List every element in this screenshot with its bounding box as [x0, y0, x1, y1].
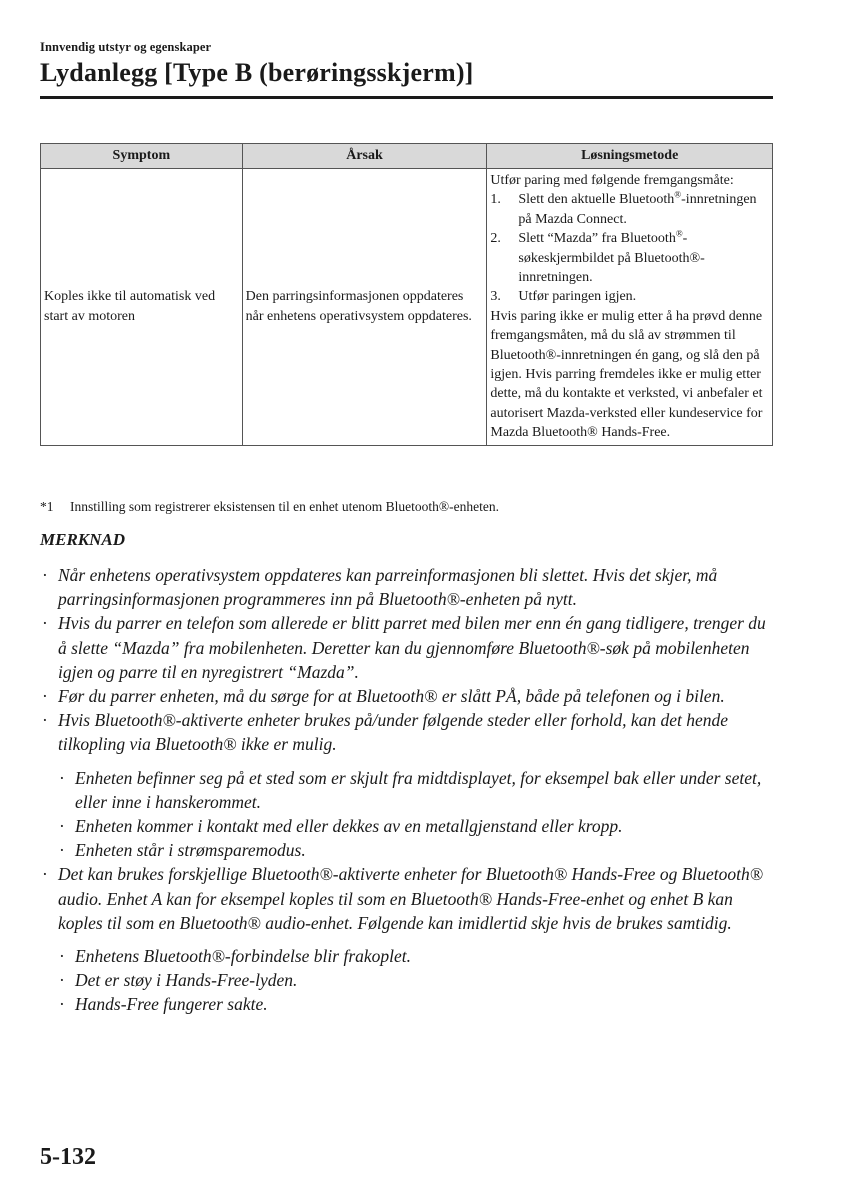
footnote [40, 499, 499, 515]
solution-step [490, 190, 769, 229]
effect-list [59, 944, 777, 1017]
bullet-dot: · [42, 710, 48, 731]
effect-text: Enhetens Bluetooth®-forbindelse blir frakoplet. [75, 946, 412, 967]
condition-text: Enheten står i strømsparemodus. [75, 840, 306, 861]
note-text: Det kan brukes forskjellige Bluetooth®-aktiverte enheter for Bluetooth® Hands-Free og Bluetooth® audio. Enhet A kan for eksempel koples til som en Bluetooth® Hands-Free-enhet og enhet B kan koples til som en Bluetooth® audio-enhet. Følgende kan imidlertid skje hvis de brukes samtidig. [58, 864, 764, 933]
condition-text: Enheten kommer i kontakt med eller dekkes av en metallgjenstand eller kropp. [75, 816, 623, 837]
bullet-dot: · [59, 946, 65, 967]
solution-intro: Utfør paring med følgende fremgangsmåte: [490, 173, 734, 188]
table-row [41, 169, 773, 446]
bullet-dot: · [42, 686, 48, 707]
condition-item [59, 838, 777, 862]
note-item [42, 862, 777, 935]
footnote-marker: *1 [40, 499, 54, 514]
effect-item [59, 968, 777, 992]
note-item [42, 684, 777, 708]
solution-cell [487, 169, 773, 446]
registered-mark: ® [674, 189, 682, 200]
step-text: Slett den aktuelle Bluetooth [518, 192, 675, 208]
table-header-row [41, 144, 773, 169]
registered-mark: ® [675, 228, 683, 239]
effect-text: Hands-Free fungerer sakte. [75, 994, 268, 1015]
note-text: Før du parrer enheten, må du sørge for at Bluetooth® er slått PÅ, både på telefonen og i bilen. [58, 686, 725, 707]
bullet-dot: · [42, 565, 48, 585]
header-symptom: Symptom [41, 144, 243, 169]
page-title: Lydanlegg [Type B (berøringsskjerm)] [40, 58, 474, 87]
effect-text: Det er støy i Hands-Free-lyden. [75, 970, 298, 991]
solution-step [490, 287, 769, 306]
effect-item [59, 944, 777, 968]
note-item [42, 611, 777, 684]
header-cause: Årsak [242, 144, 487, 169]
step-number: 1. [490, 192, 501, 208]
note-heading: MERKNAD [40, 530, 126, 549]
step-number: 3. [490, 289, 501, 305]
condition-list [59, 766, 777, 863]
note-text: Hvis du parrer en telefon som allerede er blitt parret med bilen mer enn én gang tidligere, trenger du å slette “Mazda” fra mobilenheten. Deretter kan du gjennomføre Bluetooth®-søk på mobilenheten igjen og parre til en nyregistrert “Mazda”. [58, 613, 766, 682]
bullet-dot: · [59, 994, 65, 1015]
title-divider [40, 96, 773, 99]
bullet-dot: · [59, 816, 65, 837]
note-text: Hvis Bluetooth®-aktiverte enheter brukes på/under følgende steder eller forhold, kan det hende tilkopling via Bluetooth® ikke er mulig. [58, 710, 729, 755]
bullet-dot: · [59, 970, 65, 991]
section-label: Innvendig utstyr og egenskaper [40, 40, 212, 54]
symptom-table [40, 143, 773, 446]
solution-step [490, 229, 769, 287]
condition-text: Enheten befinner seg på et sted som er skjult fra midtdisplayet, for eksempel bak eller under setet, eller inne i hanskerommet. [75, 767, 762, 812]
step-number: 2. [490, 231, 501, 247]
bullet-dot: · [42, 864, 48, 885]
step-text-cont: -søkeskjermbildet på Bluetooth®-innretningen. [518, 231, 705, 286]
solution-steps [490, 190, 769, 306]
bullet-dot: · [59, 767, 65, 788]
step-text-cont: -innretningen på Mazda Connect. [518, 192, 757, 227]
footnote-text: Innstilling som registrerer eksistensen til en enhet utenom Bluetooth®-enheten. [70, 499, 500, 514]
note-item [42, 563, 777, 611]
step-text: Slett “Mazda” fra Bluetooth [518, 231, 676, 247]
note-item [42, 708, 777, 756]
note-list [42, 563, 777, 1017]
header-solution: Løsningsmetode [487, 144, 773, 169]
effect-item [59, 992, 777, 1016]
note-text: Når enhetens operativsystem oppdateres kan parreinformasjonen bli slettet. Hvis det skjer, må parringsinformasjonen programmeres inn på Bluetooth®-enheten på nytt. [58, 565, 718, 610]
step-text: Utfør paringen igjen. [518, 289, 637, 305]
bullet-dot: · [59, 840, 65, 861]
cause-cell: Den parringsinformasjonen oppdateres når enhetens operativsystem oppdateres. [242, 169, 487, 446]
condition-item [59, 814, 777, 838]
solution-followup: Hvis paring ikke er mulig etter å ha prøvd denne fremgangsmåten, må du slå av strømmen til Bluetooth®-innretningen én gang, og slå den på igjen. Hvis parring fremdeles ikke er mulig etter dette, må du kontakte et verksted, vi anbefaler et autorisert Mazda-verksted eller kundeservice for Mazda Bluetooth® Hands-Free. [490, 308, 763, 441]
symptom-cell: Koples ikke til automatisk ved start av motoren [41, 169, 243, 446]
condition-item [59, 766, 777, 814]
page-number: 5-132 [40, 1144, 96, 1170]
bullet-dot: · [42, 613, 48, 634]
